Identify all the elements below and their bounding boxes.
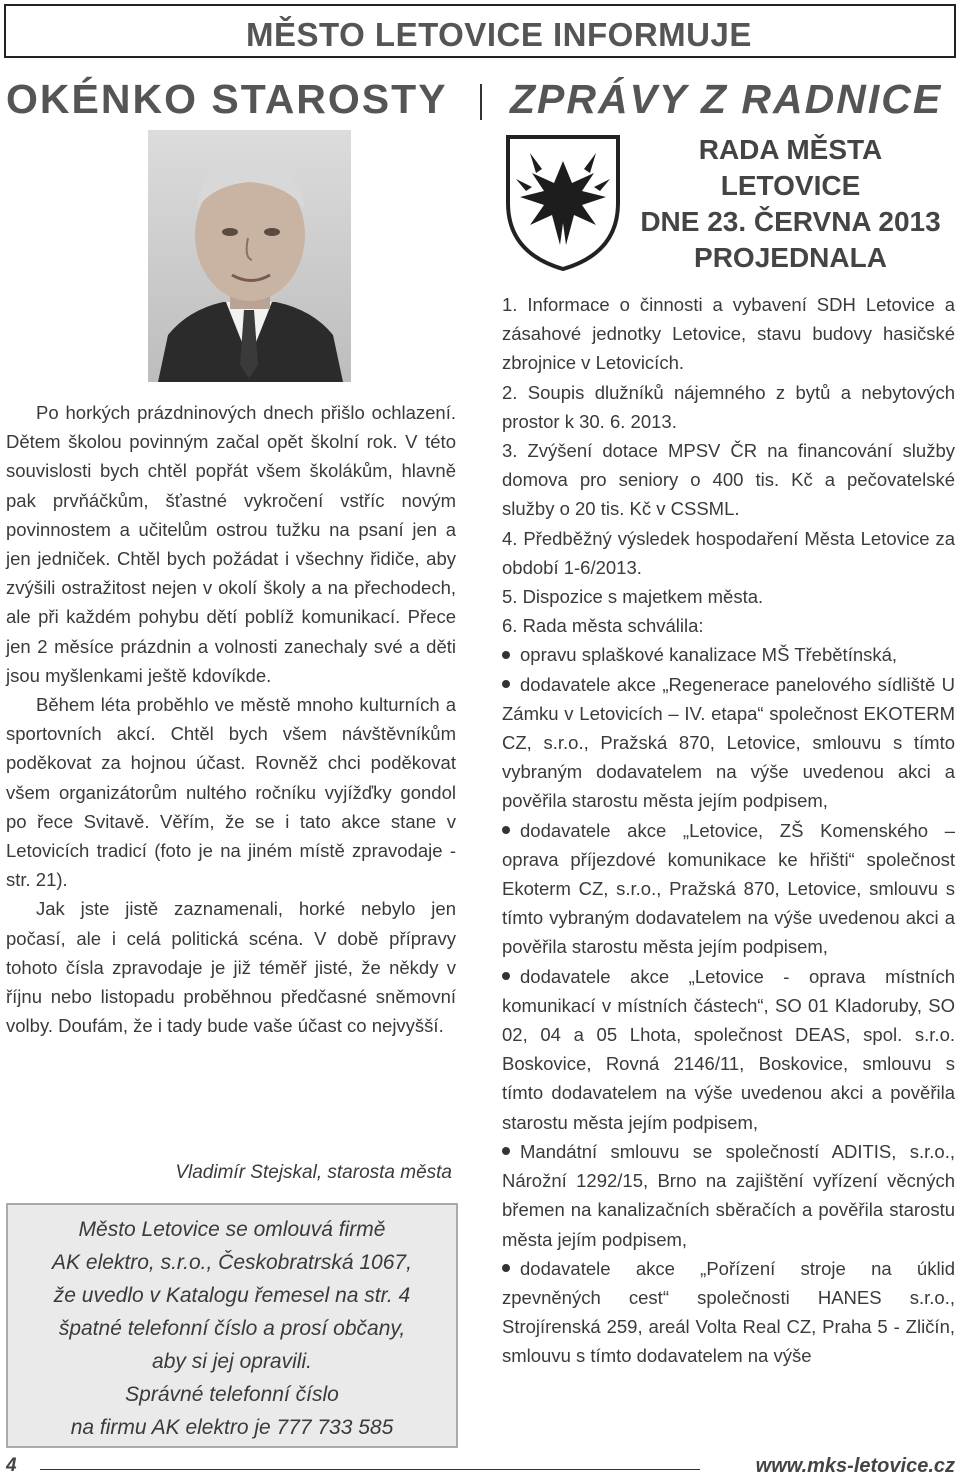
page-number: 4 <box>6 1455 17 1476</box>
town-crest-icon <box>502 133 624 273</box>
report-item: 3. Zvýšení dotace MPSV ČR na financování služby domova pro seniory o 400 tis. Kč a pečovatelské služby o 20 tis. Kč v CSSML. <box>502 440 955 520</box>
signature: Vladimír Stejskal, starosta města <box>175 1162 452 1183</box>
council-heading-line: PROJEDNALA <box>694 242 887 273</box>
council-heading-line: RADA MĚSTA LETOVICE <box>698 134 883 201</box>
report-item: 2. Soupis dlužníků nájemného z bytů a nebytových prostor k 30. 6. 2013. <box>502 381 955 432</box>
notice-line: Správné telefonní číslo <box>125 1383 339 1406</box>
bullet-icon <box>502 826 510 834</box>
approval-item <box>502 1137 955 1254</box>
council-report <box>502 290 955 1371</box>
report-item: 1. Informace o činnosti a vybavení SDH Letovice a zásahové jednotky Letovice, stavu budovy hasičské zbrojnice v Letovicích. <box>502 294 955 374</box>
council-heading <box>628 132 953 276</box>
apology-notice <box>6 1203 458 1448</box>
approval-item <box>502 816 955 962</box>
masthead <box>4 4 956 58</box>
notice-line: Město Letovice se omlouvá firmě <box>78 1218 386 1241</box>
approval-item <box>502 1254 955 1371</box>
footer-rule <box>40 1469 700 1470</box>
masthead-title: MĚSTO LETOVICE INFORMUJE <box>246 16 752 53</box>
approval-text: Mandátní smlouvu se společností ADITIS, s.r.o., Nárožní 1292/15, Brno na zajištění vyřízení věcných břemen na kanalizačních sběračích a pověřila starostu města jejím podpisem, <box>502 1140 955 1250</box>
mayor-portrait <box>148 130 351 382</box>
notice-line: že uvedlo v Katalogu řemesel na str. 4 <box>53 1284 411 1307</box>
left-column-title: OKÉNKO STAROSTY <box>6 76 448 122</box>
approval-text: dodavatele akce „Pořízení stroje na úklid zpevněných cest“ společnosti HANES s.r.o., Strojírenská 259, areál Volta Real CZ, Praha 5 - Zličín, smlouvu s tímto dodavatelem na výše <box>502 1257 955 1367</box>
article-paragraph: Během léta proběhlo ve městě mnoho kulturních a sportovních akcí. Chtěl bych všem návštěvníkům poděkovat za hojnou účast. Rovněž chci poděkovat všem organizátorům nultého ročníku vyjížďky gondol po řece Svitavě. Věřím, že se i tato akce stane v Letovicích tradicí (foto je na jiném místě zpravodaje - str. 21). <box>6 694 456 891</box>
council-heading-line: DNE 23. ČERVNA 2013 <box>640 206 941 237</box>
bullet-icon <box>502 680 510 688</box>
notice-line: AK elektro, s.r.o., Českobratrská 1067, <box>52 1251 412 1274</box>
notice-line: aby si jej opravili. <box>152 1350 312 1373</box>
notice-line: špatné telefonní číslo a prosí občany, <box>58 1317 406 1340</box>
report-item: 4. Předběžný výsledek hospodaření Města Letovice za období 1-6/2013. <box>502 527 955 578</box>
bullet-icon <box>502 651 510 659</box>
approval-item <box>502 640 955 669</box>
approval-text: dodavatele akce „Letovice - oprava místních komunikací v místních částech“, SO 01 Kladoruby, SO 02, 04 a 05 Lhota, společnost DEAS, spol. s.r.o. Boskovice, Rovná 2146/11, Boskovice, smlouvu s tímto dodavatelem na výše uvedenou akci a pověřila starostu města jejím podpisem, <box>502 965 955 1133</box>
report-item: 6. Rada města schválila: <box>502 615 704 637</box>
approval-text: dodavatele akce „Regenerace panelového sídliště U Zámku v Letovicích – IV. etapa“ společnost EKOTERM CZ, s.r.o., Pražská 870, Letovice, smlouvu s tímto vybraným dodavatelem na výše uvedenou akci a pověřila starostu města jejím podpisem, <box>502 673 955 812</box>
title-divider <box>480 84 482 120</box>
bullet-icon <box>502 1147 510 1155</box>
article-paragraph: Jak jste jistě zaznamenali, horké nebylo jen počasí, ale i celá politická scéna. V době přípravy tohoto čísla zpravodaje je již téměř jisté, že někdy v říjnu nebo listopadu proběhnou předčasné sněmovní volby. Doufám, že i tady bude vaše účast co nejvyšší. <box>6 898 456 1037</box>
website-link[interactable]: www.mks-letovice.cz <box>755 1455 955 1477</box>
bullet-icon <box>502 972 510 980</box>
approval-text: opravu splaškové kanalizace MŠ Třebětínská, <box>520 644 898 666</box>
article-paragraph: Po horkých prázdninových dnech přišlo ochlazení. Dětem školou povinným začal opět školní rok. V této souvislosti bych chtěl popřát všem školákům, hlavně pak prvňáčkům, šťastné vykročení vstříc novým povinnostem a učitelům ostrou tužku na psaní jen a jen jedniček. Chtěl bych požádat i všechny řidiče, aby zvýšili ostražitost nejen v okolí školy a na přechodech, ale při každém pohybu dětí poblíž komunikací. Přece jen 2 měsíce prázdnin a volnosti zanechaly své a děti jsou myšlenkami ještě kdovíkde. <box>6 402 456 686</box>
mayor-article <box>6 398 456 1040</box>
approval-item <box>502 670 955 816</box>
notice-line: na firmu AK elektro je 777 733 585 <box>70 1416 394 1439</box>
approval-item <box>502 962 955 1137</box>
right-column-title: ZPRÁVY Z RADNICE <box>510 76 943 122</box>
bullet-icon <box>502 1264 510 1272</box>
report-item: 5. Dispozice s majetkem města. <box>502 586 764 608</box>
approval-text: dodavatele akce „Letovice, ZŠ Komenského – oprava příjezdové komunikace ke hřišti“ společnost Ekoterm CZ, s.r.o., Pražská 870, Letovice, smlouvu s tímto vybraným dodavatelem na výše uvedenou akci a pověřila starostu města jejím podpisem, <box>502 819 955 958</box>
